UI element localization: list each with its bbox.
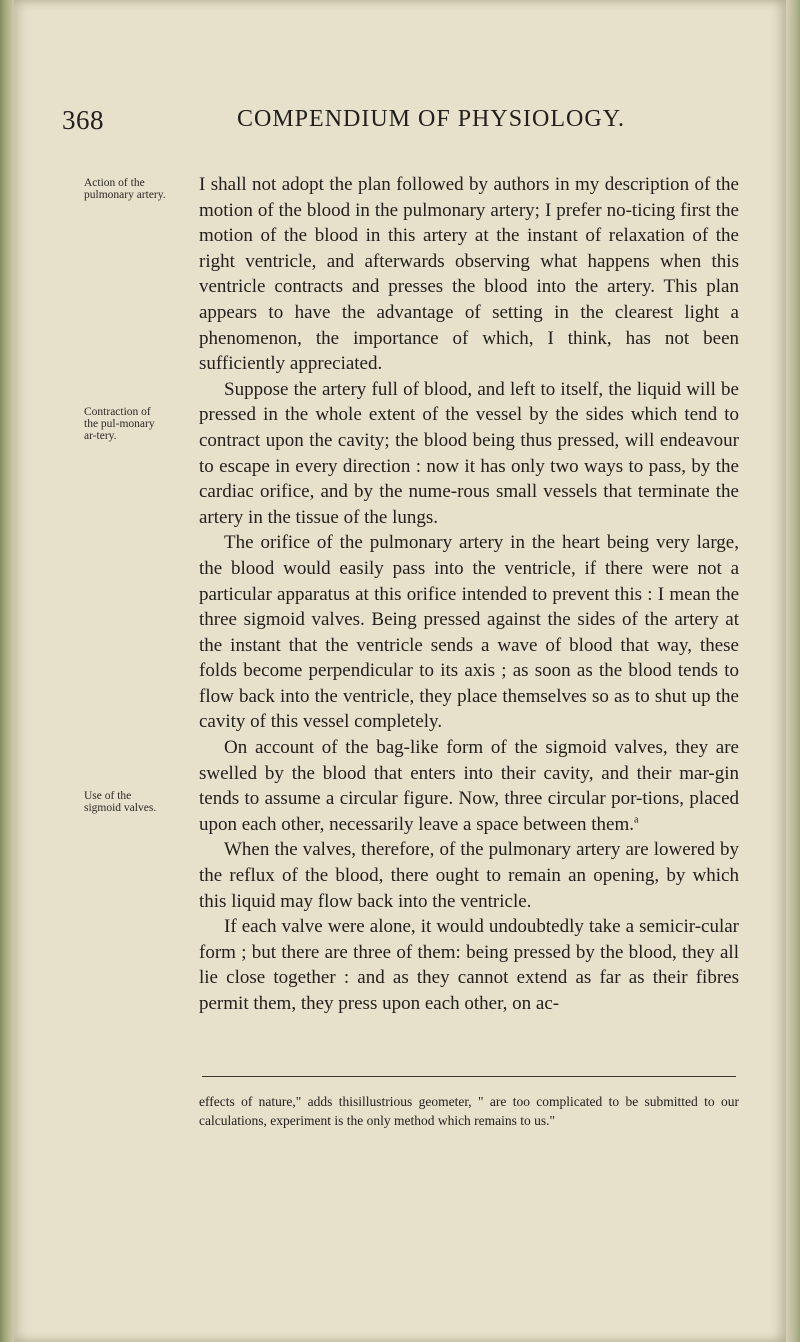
- page-edge-right: [786, 0, 800, 1342]
- running-head: [62, 105, 742, 141]
- paragraph: When the valves, therefore, of the pulmonary artery are lowered by the reflux of the blood, there ought to remain an opening, by which this liquid may flow back into the ventricle.: [199, 839, 739, 912]
- footnote-marker: a: [633, 814, 639, 826]
- paragraph: Suppose the artery full of blood, and left to itself, the liquid will be pressed in the whole extent of the vessel by the sides which tend to contract upon the cavity; the blood being thus pressed, will endeavour to escape in every direction : now it has only two ways to pass, by the cardiac orifice, and by the nume-rous small vessels that terminate the artery in the tissue of the lungs.: [199, 378, 739, 528]
- page-edge-left: [0, 0, 14, 1342]
- sidenote-sigmoid-valves: Use of the sigmoid valves.: [84, 790, 157, 814]
- sidenote-contraction: Contraction of the pul-monary ar-tery.: [84, 406, 155, 442]
- paragraph-text: On account of the bag-like form of the sigmoid valves, they are swelled by the blood that enters into their cavity, and their mar-gin tends to assume a circular figure. Now, three circular por-tions, placed upon each other, necessarily leave a space between them.: [199, 737, 739, 835]
- paragraph: I shall not adopt the plan followed by authors in my description of the motion of the blood in the pulmonary artery; I prefer no-ticing first the motion of the blood in this artery at the instant of relaxation of the right ventricle, and afterwards observing what happens when this ventricle contracts and presses the blood into the artery. This plan appears to have the advantage of setting in the clearest light a phenomenon, the importance of which, I think, has not been sufficiently appreciated.: [199, 174, 739, 375]
- sidenote-action-of-artery: Action of the pulmonary artery.: [84, 177, 166, 201]
- footnote-divider: [202, 1076, 736, 1077]
- page-number: 368: [62, 105, 104, 135]
- footnote: effects of nature," adds thisillustrious geometer, " are too complicated to be submitted to our calculations, experiment is the only method which remains to us.": [199, 1094, 739, 1128]
- paragraph: The orifice of the pulmonary artery in the heart being very large, the blood would easily pass into the ventricle, if there were not a particular apparatus at this orifice intended to prevent this : I mean the three sigmoid valves. Being pressed against the sides of the artery at the instant that the ventricle sends a wave of blood that way, these folds become perpendicular to its axis ; as soon as the blood tends to flow back into the ventricle, they place themselves so as to shut up the cavity of this vessel completely.: [199, 532, 739, 733]
- paragraph: [199, 735, 739, 837]
- paragraph: If each valve were alone, it would undoubtedly take a semicir-cular form ; but there are three of them: being pressed by the blood, they all lie close together : and as they cannot extend as far as their fibres permit them, they press upon each other, on ac-: [199, 916, 739, 1014]
- book-title: COMPENDIUM OF PHYSIOLOGY.: [237, 106, 625, 132]
- main-text: [199, 172, 739, 1017]
